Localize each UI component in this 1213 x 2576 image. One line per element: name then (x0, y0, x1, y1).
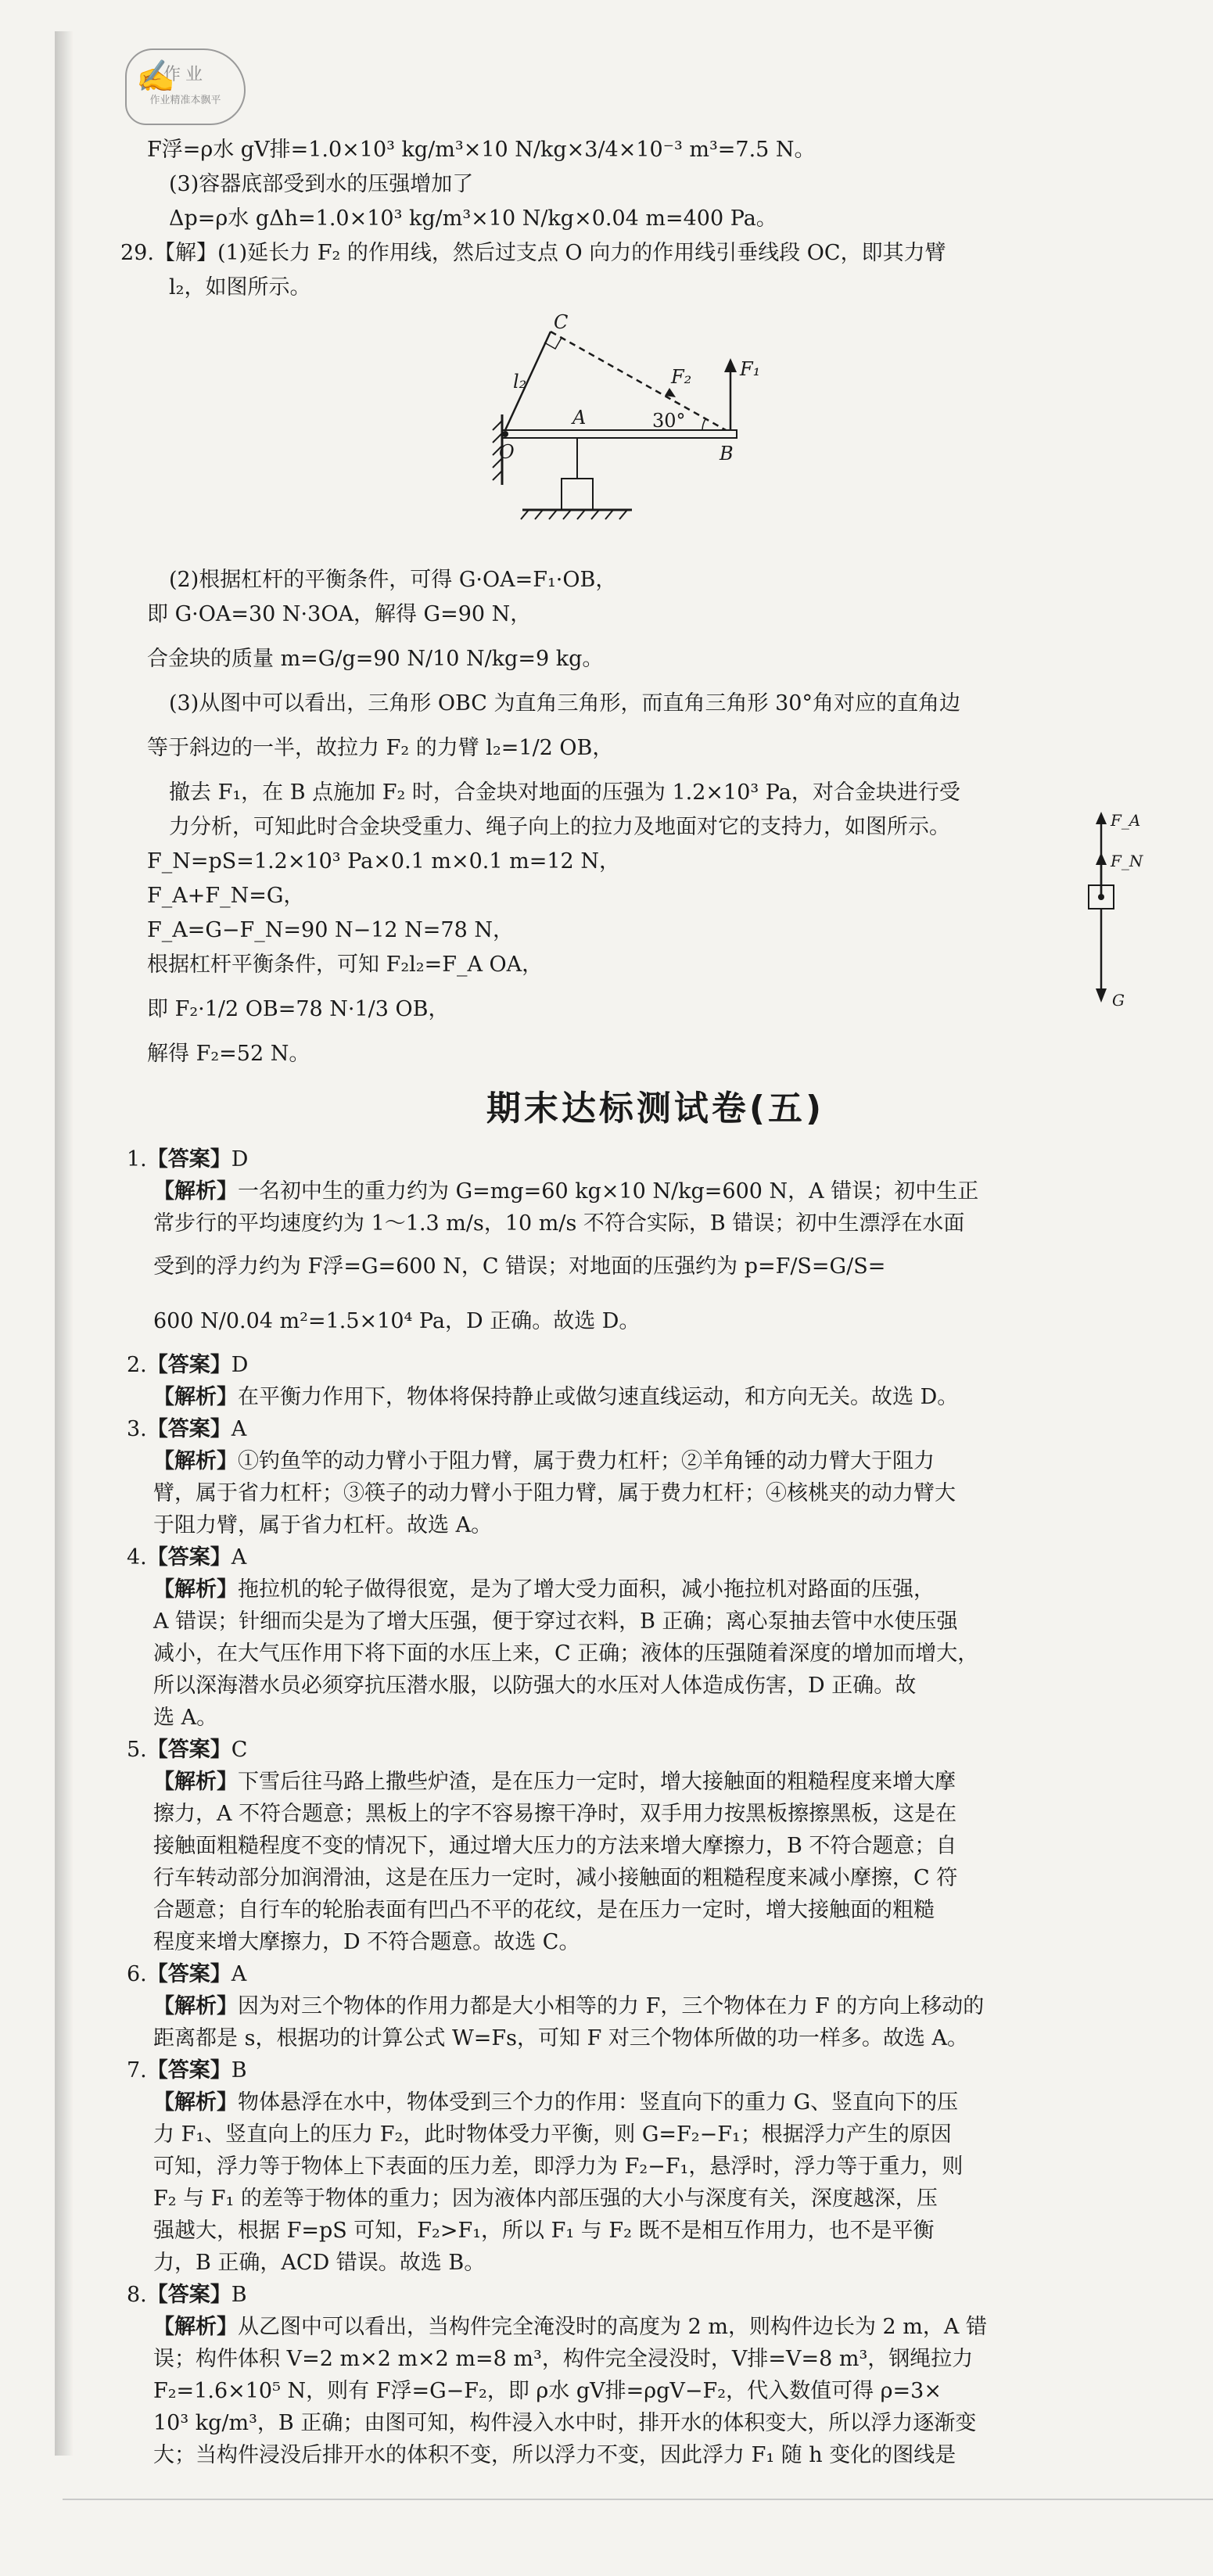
text-line: (3)从图中可以看出，三角形 OBC 为直角三角形，而直角三角形 30°角对应的直角边 (169, 691, 960, 716)
text-line: 解得 F₂=52 N。 (147, 1042, 310, 1066)
text-line: F_A+F_N=G， (147, 884, 305, 908)
text-line: 根据杠杆平衡条件，可知 F₂l₂=F_A OA， (147, 953, 544, 977)
answer-value: D (231, 1353, 249, 1377)
analysis-line: 强越大，根据 F=pS 可知，F₂>F₁，所以 F₁ 与 F₂ 既不是相互作用力，也不是平衡 (153, 2219, 935, 2243)
answer-item (127, 1349, 1164, 1413)
lever-figure (147, 305, 1164, 563)
analysis-line: 行车转动部分加润滑油，这是在压力一定时，减小接触面的粗糙程度来减小摩擦，C 符 (153, 1866, 958, 1890)
label-FA: F_A (1111, 811, 1141, 830)
analysis-line: 所以深海潜水员必须穿抗压潜水服，以防强大的水压对人体造成伤害，D 正确。故 (153, 1674, 917, 1698)
analysis-line: 误；构件体积 V=2 m×2 m×2 m=8 m³，构件完全浸没时，V排=V=8 m³，钢绳拉力 (153, 2347, 974, 2371)
lever-diagram (491, 305, 820, 563)
analysis-line: 臂，属于省力杠杆；③筷子的动力臂小于阻力臂，属于费力杠杆；④核桃夹的动力臂大 (153, 1481, 956, 1505)
text-line: 即 G·OA=30 N·3OA，解得 G=90 N， (147, 602, 532, 626)
analysis-line: 拖拉机的轮子做得很宽，是为了增大受力面积，减小拖拉机对路面的压强， (238, 1577, 935, 1602)
analysis-line: 在平衡力作用下，物体将保持静止或做匀速直线运动，和方向无关。故选 D。 (238, 1385, 959, 1409)
label-F1: F₁ (740, 358, 761, 380)
analysis-line: 减小，在大气压作用下将下面的水压上来，C 正确；液体的压强随着深度的增加而增大， (153, 1641, 979, 1666)
analysis-line: 接触面粗糙程度不变的情况下，通过增大压力的方法来增大摩擦力，B 不符合题意；自 (153, 1834, 957, 1858)
answer-value: B (231, 2283, 247, 2307)
question-number: 5. (127, 1738, 147, 1762)
answer-tag: 【答案】 (146, 1353, 231, 1377)
text-line: (2)根据杠杆的平衡条件，可得 G·OA=F₁·OB， (169, 568, 617, 592)
analysis-tag: 【解析】 (153, 1179, 238, 1204)
answer-value: C (231, 1738, 248, 1762)
answer-item (127, 2054, 1164, 2279)
label-FN: F_N (1111, 852, 1143, 870)
question-number: 1. (127, 1147, 147, 1171)
text-line: F_N=pS=1.2×10³ Pa×0.1 m×0.1 m=12 N， (147, 849, 620, 874)
text-line: 合金块的质量 m=G/g=90 N/10 N/kg=9 kg。 (147, 647, 604, 671)
answer-value: A (231, 1545, 247, 1570)
question-number: 2. (127, 1353, 147, 1377)
answer-tag: 【答案】 (146, 1545, 231, 1570)
label-F2: F₂ (671, 366, 692, 388)
analysis-tag: 【解析】 (153, 1577, 238, 1602)
text-line: F_A=G−F_N=90 N−12 N=78 N， (147, 918, 514, 942)
analysis-line: 物体悬浮在水中，物体受到三个力的作用：竖直向下的重力 G、竖直向下的压 (238, 2090, 959, 2115)
force-diagram-svg (1086, 810, 1156, 1014)
analysis-tag: 【解析】 (153, 1770, 238, 1794)
analysis-line: 受到的浮力约为 F浮=G=600 N，C 错误；对地面的压强约为 p=F/S=G/S= (153, 1254, 886, 1279)
text-line: 等于斜边的一半，故拉力 F₂ 的力臂 l₂=1/2 OB， (147, 736, 614, 760)
answer-item (127, 2279, 1164, 2471)
label-C: C (554, 311, 569, 333)
text-line: F浮=ρ水 gV排=1.0×10³ kg/m³×10 N/kg×3/4×10⁻³ m³=7.5 N。 (147, 138, 816, 162)
analysis-line: 距离都是 s，根据功的计算公式 W=Fs，可知 F 对三个物体所做的功一样多。故选 A。 (153, 2026, 968, 2050)
analysis-line: 合题意；自行车的轮胎表面有凹凸不平的花纹，是在压力一定时，增大接触面的粗糙 (153, 1898, 935, 1922)
analysis-line: 因为对三个物体的作用力都是大小相等的力 F，三个物体在力 F 的方向上移动的 (238, 1994, 985, 2018)
page-fold-shadow (55, 31, 74, 2456)
analysis-line: 力 F₁、竖直向上的压力 F₂，此时物体受力平衡，则 G=F₂−F₁；根据浮力产生的原因 (153, 2122, 952, 2147)
analysis-line: 一名初中生的重力约为 G=mg=60 kg×10 N/kg=600 N，A 错误；初中生正 (238, 1179, 979, 1204)
analysis-tag: 【解析】 (153, 2315, 238, 2339)
answer-value: B (231, 2058, 247, 2083)
analysis-line: 下雪后往马路上撒些炉渣，是在压力一定时，增大接触面的粗糙程度来增大摩 (238, 1770, 956, 1794)
analysis-line: F₂ 与 F₁ 的差等于物体的重力；因为液体内部压强的大小与深度有关，深度越深，压 (153, 2187, 938, 2211)
analysis-line: 大；当构件浸没后排开水的体积不变，所以浮力不变，因此浮力 F₁ 随 h 变化的图线是 (153, 2443, 956, 2467)
text-line: 即 F₂·1/2 OB=78 N·1/3 OB， (147, 997, 450, 1021)
question-number: 3. (127, 1417, 147, 1441)
answer-item (127, 1143, 1164, 1349)
label-G: G (1112, 991, 1125, 1010)
text-line: 29.【解】(1)延长力 F₂ 的作用线，然后过支点 O 向力的作用线引垂线段 OC，即其力臂 (120, 241, 946, 265)
stamp-top-text: 作业 (163, 65, 207, 84)
analysis-line: 从乙图中可以看出，当构件完全淹没时的高度为 2 m，则构件边长为 2 m，A 错 (238, 2315, 987, 2339)
analysis-line: 擦力，A 不符合题意；黑板上的字不容易擦干净时，双手用力按黑板擦擦黑板，这是在 (153, 1802, 957, 1826)
analysis-line: 常步行的平均速度约为 1～1.3 m/s，10 m/s 不符合实际，B 错误；初中生漂浮在水面 (153, 1211, 965, 1236)
answers-list (127, 1143, 1164, 2471)
page-content (120, 133, 1164, 2471)
answer-item (127, 1734, 1164, 1958)
question-number: 6. (127, 1962, 147, 1986)
analysis-line: 选 A。 (153, 1706, 218, 1730)
answer-value: A (231, 1962, 247, 1986)
analysis-tag: 【解析】 (153, 2090, 238, 2115)
label-30deg: 30° (652, 410, 686, 432)
question-number: 7. (127, 2058, 147, 2083)
answer-item (127, 1541, 1164, 1734)
answer-value: A (231, 1417, 247, 1441)
answer-item (127, 1958, 1164, 2054)
text-line: Δp=ρ水 gΔh=1.0×10³ kg/m³×10 N/kg×0.04 m=400 Pa。 (169, 206, 777, 231)
homework-stamp (125, 48, 246, 125)
page-bottom-rule (63, 2499, 1213, 2500)
answer-tag: 【答案】 (146, 1147, 231, 1171)
answer-tag: 【答案】 (146, 2283, 231, 2307)
analysis-line: 程度来增大摩擦力，D 不符合题意。故选 C。 (153, 1930, 580, 1954)
analysis-line: 10³ kg/m³，B 正确；由图可知，构件浸入水中时，排开水的体积变大，所以浮力逐渐变 (153, 2411, 977, 2435)
analysis-line: F₂=1.6×10⁵ N，则有 F浮=G−F₂，即 ρ水 gV排=ρgV−F₂，代入数值可得 ρ=3× (153, 2379, 942, 2403)
text-line: (3)容器底部受到水的压强增加了 (169, 172, 474, 196)
force-diagram (1086, 810, 1156, 1014)
analysis-line: 于阻力臂，属于省力杠杆。故选 A。 (153, 1513, 493, 1537)
answer-tag: 【答案】 (146, 1738, 231, 1762)
text-line: 撤去 F₁，在 B 点施加 F₂ 时，合金块对地面的压强为 1.2×10³ Pa，对合金块进行受 (169, 780, 960, 805)
analysis-tag: 【解析】 (153, 1385, 238, 1409)
stamp-bottom-text: 作业精准本飘平 (149, 95, 221, 106)
analysis-line: 力，B 正确，ACD 错误。故选 B。 (153, 2251, 486, 2275)
label-l2: l₂ (513, 371, 527, 393)
question-number: 8. (127, 2283, 147, 2307)
answer-tag: 【答案】 (146, 1417, 231, 1441)
text-line: l₂，如图所示。 (169, 275, 311, 300)
label-A: A (572, 407, 587, 429)
analysis-line: A 错误；针细而尖是为了增大压强，便于穿过衣料，B 正确；离心泵抽去管中水使压强 (153, 1609, 958, 1634)
analysis-tag: 【解析】 (153, 1994, 238, 2018)
hand-stamp-icon: ✍ (136, 59, 175, 95)
answer-tag: 【答案】 (146, 1962, 231, 1986)
answer-item (127, 1413, 1164, 1541)
answer-tag: 【答案】 (146, 2058, 231, 2083)
analysis-line: ①钓鱼竿的动力臂小于阻力臂，属于费力杠杆；②羊角锤的动力臂大于阻力 (238, 1449, 935, 1473)
section-title: 期末达标测试卷(五) (486, 1089, 825, 1128)
analysis-line: 可知，浮力等于物体上下表面的压力差，即浮力为 F₂−F₁，悬浮时，浮力等于重力，则 (153, 2154, 964, 2179)
label-B: B (720, 443, 734, 465)
text-line: 力分析，可知此时合金块受重力、绳子向上的拉力及地面对它的支持力，如图所示。 (169, 815, 950, 839)
answer-value: D (231, 1147, 249, 1171)
question-number: 4. (127, 1545, 147, 1570)
label-O: O (499, 441, 515, 463)
analysis-line: 600 N/0.04 m²=1.5×10⁴ Pa，D 正确。故选 D。 (153, 1309, 641, 1333)
analysis-tag: 【解析】 (153, 1449, 238, 1473)
